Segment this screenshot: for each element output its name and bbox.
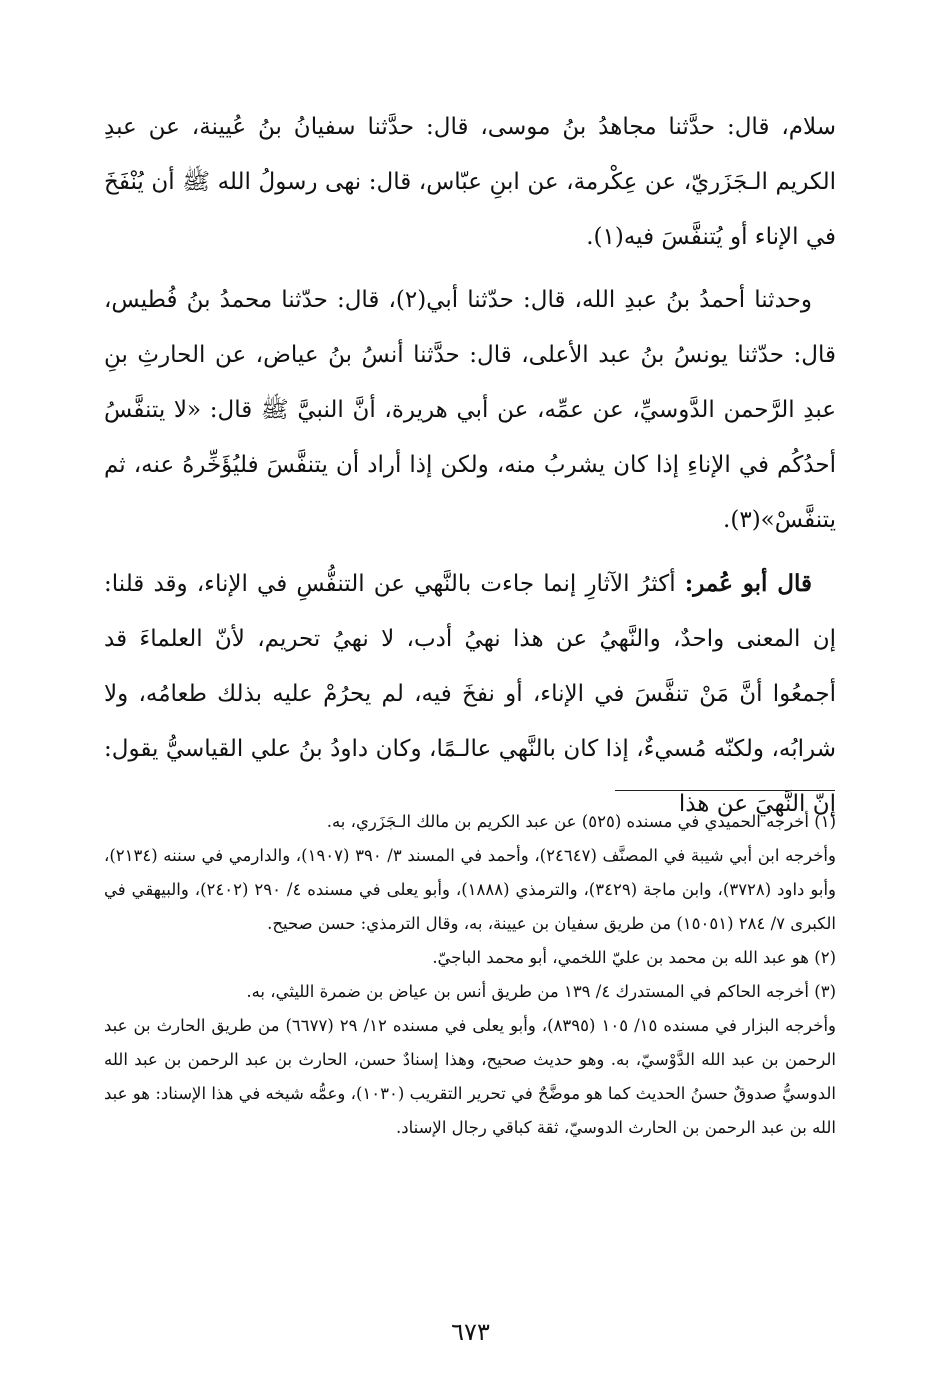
footnote-2: (٢) هو عبد الله بن محمد بن عليّ اللخمي، أبو محمد الباجيّ.	[432, 948, 836, 967]
main-text	[104, 100, 836, 840]
footnote-3: (٣) أخرجه الحاكم في المستدرك ٤/ ١٣٩ من طريق أنس بن عياض بن ضمرة الليثي، به.	[246, 982, 836, 1001]
footnote-divider	[615, 790, 835, 791]
footnote-1-continued: وأخرجه ابن أبي شيبة في المصنَّف (٢٤٦٤٧)، وأحمد في المسند ٣/ ٣٩٠ (١٩٠٧)، والدارمي في سننه (٢١٣٤)، وأبو داود (٣٧٢٨)، وابن ماجة (٣٤٢٩)، والترمذي (١٨٨٨)، وأبو يعلى في مسنده ٤/ ٢٩٠ (٢٤٠٢)، والبيهقي في الكبرى ٧/ ٢٨٤ (١٥٠٥١) من طريق سفيان بن عيينة، به، وقال الترمذي: حسن صحيح.	[104, 846, 836, 933]
paragraph-2: وحدثنا أحمدُ بنُ عبدِ الله، قال: حدّثنا أبي(٢)، قال: حدّثنا محمدُ بنُ فُطيس، قال: حدّثنا يونسُ بنُ عبد الأعلى، قال: حدَّثنا أنسُ بنُ عياض، عن الحارثِ بنِ عبدِ الرَّحمن الدَّوسيِّ، عن عمِّه، عن أبي هريرة، أنَّ النبيَّ ﷺ قال: «لا يتنفَّسُ أحدُكُم في الإناءِ إذا كان يشربُ منه، ولكن إذا أراد أن يتنفَّسَ فليُؤَخِّرهُ عنه، ثم يتنفَّسْ»(٣).	[104, 287, 836, 533]
page-number: ٦٧٣	[451, 1318, 490, 1346]
paragraph-1: سلام، قال: حدَّثنا مجاهدُ بنُ موسى، قال: حدَّثنا سفيانُ بنُ عُيينة، عن عبدِ الكريم الـجَزَريّ، عن عِكْرمة، عن ابنِ عبّاس، قال: نهى رسولُ الله ﷺ أن يُنْفَخَ في الإناء أو يُتنفَّسَ فيه(١).	[104, 114, 836, 250]
footnote-1: (١) أخرجه الحميدي في مسنده (٥٢٥) عن عبد الكريم بن مالك الـجَزَري، به.	[326, 812, 836, 831]
speaker-label: قال أبو عُمر:	[684, 570, 812, 597]
paragraph-3-body: أكثرُ الآثارِ إنما جاءت بالنَّهي عن التنفُّسِ في الإناء، وقد قلنا: إن المعنى واحدٌ، والنَّهيُ عن هذا نهيُ أدب، لا نهيُ تحريم، لأنّ العلماءَ قد أجمعُوا أنَّ مَنْ تنفَّسَ في الإناء، أو نفخَ فيه، لم يحرُمْ عليه بذلك طعامُه، ولا شرابُه، ولكنّه مُسيءٌ، إذا كان بالنَّهي عالـمًا، وكان داودُ بنُ علي القياسيُّ يقول: إنّ النَّهيَ عن هذا	[104, 571, 836, 817]
footnote-3-continued: وأخرجه البزار في مسنده ١٥/ ١٠٥ (٨٣٩٥)، وأبو يعلى في مسنده ١٢/ ٢٩ (٦٦٧٧) من طريق الحارث بن عبد الرحمن بن عبد الله الدَّوْسيّ، به. وهو حديث صحيح، وهذا إسنادٌ حسن، الحارث بن عبد الرحمن بن عبد الله الدوسيُّ صدوقٌ حسنُ الحديث كما هو موضَّحٌ في تحرير التقريب (١٠٣٠)، وعمُّه شيخه في هذا الإسناد: هو عبد الله بن عبد الرحمن بن الحارث الدوسيّ، ثقة كباقي رجال الإسناد.	[104, 1016, 837, 1137]
footnotes	[104, 805, 836, 1145]
